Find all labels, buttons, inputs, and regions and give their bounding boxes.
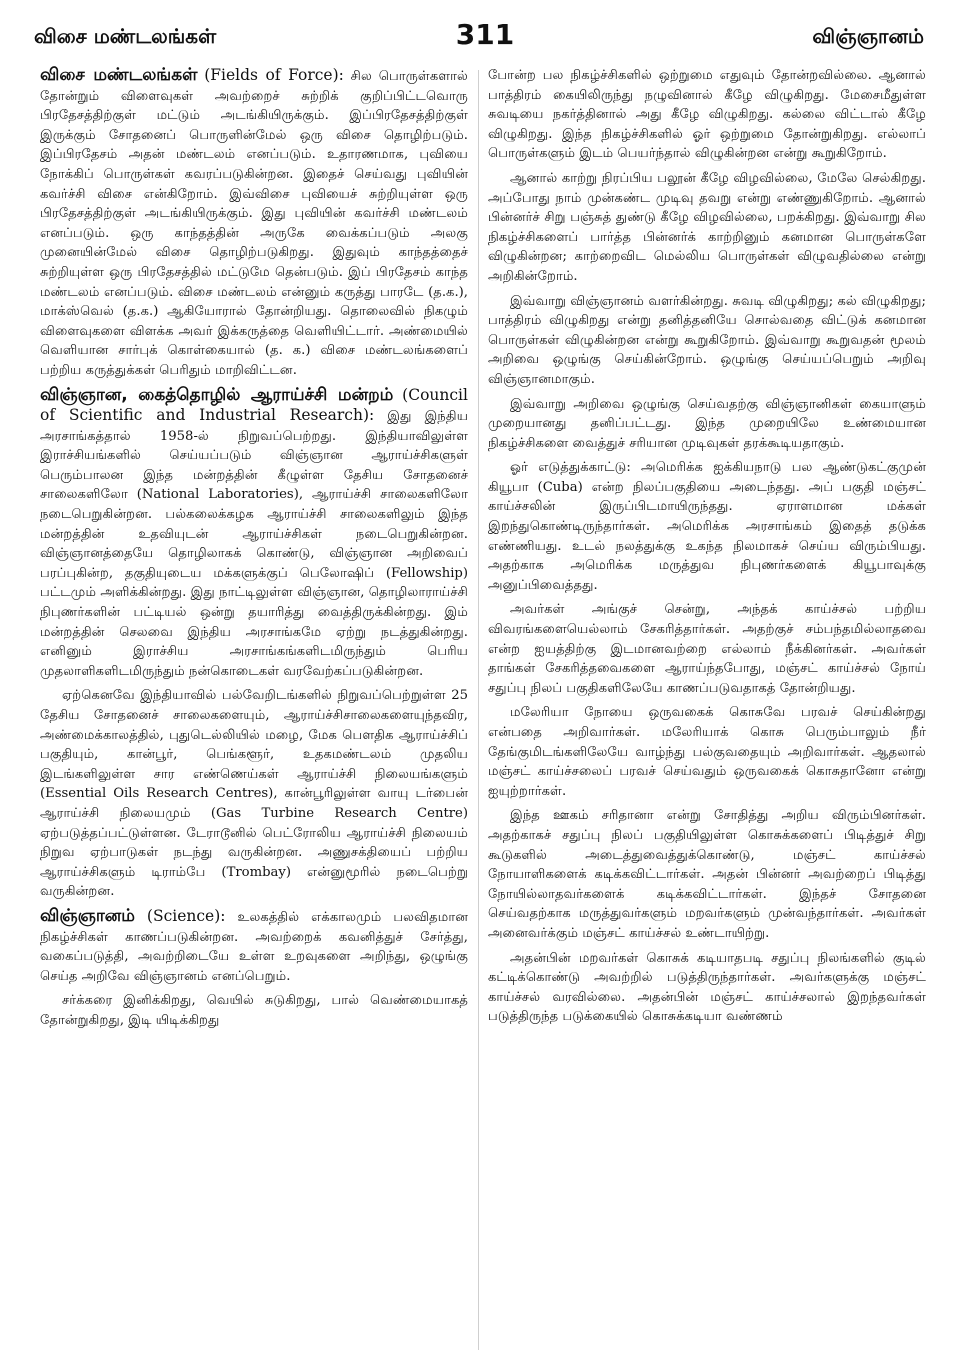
paragraph: ஏற்கெனவே இந்தியாவில் பல்வேறிடங்களில் நிறுவப்பெற்றுள்ள 25 தேசிய சோதனைச் சாலைகளையும், ஆராய்ச்சிசாலைகளையுந்தவிர, அண்மைக்காலத்தில், புதுடெல்லியில் மழை, மேக பௌதிக ஆராய்ச்சிப் பகுதியும், கான்பூர், பெங்களூர், உதகமண்டலம் முதலிய இடங்களிலுள்ள சார எண்ணெய்கள் ஆராய்ச்சி நிலையங்களும் (Essential Oils Research Centres), கான்பூரிலுள்ள வாயு டர்பைன் ஆராய்ச்சி நிலையமும் (Gas Turbine Research Centre) ஏற்படுத்தப்பட்டுள்ளன. டேராடூனில் பெட்ரோலிய ஆராய்ச்சி நிலையம் நிறுவ ஏற்பாடுகள் நடந்து வருகின்றன. அணுசக்தியைப் பற்றிய ஆராய்ச்சிகளும் டிராம்பே (Trombay) என்னுமூரில் நடைபெற்று வருகின்றன. bbox=[40, 688, 468, 900]
left-column bbox=[40, 66, 468, 1354]
entry-term: விஞ்ஞானம் bbox=[40, 905, 135, 926]
entry-council-scientific-industrial-research bbox=[40, 386, 468, 682]
column-divider bbox=[478, 70, 479, 1350]
entry-term: விசை மண்டலங்கள் bbox=[40, 66, 198, 85]
entry-term-english: (Fields of Force): bbox=[204, 66, 344, 84]
entry-term-english: (Council of Scientific and Industrial Research): bbox=[40, 385, 468, 425]
paragraph: இவ்வாறு அறிவை ஒழுங்கு செய்வதற்கு விஞ்ஞானிகள் கையாளும் முறையானது தனிப்பட்டது. இந்த முறையிலே உண்மையான நிகழ்ச்சிகளை வைத்துச் சரியான முடிவுகள் தரக்கூடியதாகும். bbox=[488, 396, 926, 451]
paragraph: சர்க்கரை இனிக்கிறது, வெயில் சுடுகிறது, பால் வெண்மையாகத் தோன்றுகிறது, இடி யிடிக்கிறது bbox=[40, 993, 468, 1028]
entry-term-english: (Science): bbox=[146, 906, 226, 925]
paragraph: அதன்பின் மறவர்கள் கொசுக் கடியாதபடி சதுப்பு நிலங்களில் குடில் கட்டிக்கொண்டு அவற்றில் படுத்திருந்தார்கள். அவர்களுக்கு மஞ்சட் காய்ச்சல் வரவில்லை. அதன்பின் மஞ்சட் காய்ச்சலால் இறந்தவர்கள் படுத்திருந்த படுக்கையில் கொசுக்கடியா வண்ணம் bbox=[488, 950, 926, 1025]
paragraph: போன்ற பல நிகழ்ச்சிகளில் ஒற்றுமை எதுவும் தோன்றவில்லை. ஆனால் பாத்திரம் கையிலிருந்து நழுவினால் கீழே விழுகிறது. மேசைமீதுள்ள சுவடியை நகர்த்தினால் அது கீழே விழுகிறது. கல்லை விட்டால் கீழே விழுகிறது. இந்த நிகழ்ச்சிகளில் ஓர் ஒற்றுமை தோன்றுகிறது. எல்லாப் பொருள்களும் இடம் பெயர்ந்தால் விழுகின்றன என்று கூறுகிறோம். bbox=[488, 68, 926, 162]
paragraph: ஆனால் காற்று நிரப்பிய பலூன் கீழே விழவில்லை, மேலே செல்கிறது. அப்போது நாம் முன்கண்ட முடிவு தவறு என்று எண்ணுகிறோம். ஆனால் பின்னர்ச் சிறு பஞ்சுத் துண்டு கீழே விழவில்லை, பறக்கிறது. இவ்வாறு சில நிகழ்ச்சிகளைப் பார்த்த பின்னர்க் காற்றினும் கனமான பொருள்களே விழுகின்றன; காற்றைவிட மெல்லிய பொருள்கள் விழுவதில்லை என்று அறிகின்றோம். bbox=[488, 170, 926, 284]
page-header bbox=[0, 18, 962, 58]
paragraph: இந்த ஊகம் சரிதானா என்று சோதித்து அறிய விரும்பினர்கள். அதற்காகச் சதுப்பு நிலப் பகுதியிலுள்ள கொசுக்களைப் பிடித்துச் சிறு கூடுகளில் அடைத்துவைத்துக்கொண்டு, மஞ்சட் காய்ச்சல் நோயாளிகளைக் கடிக்கவிட்டார்கள். அதன் பின்னர் அவற்றைப் பிடித்து நோயில்லாதவர்களைக் கடிக்கவிட்டார்கள். இந்தச் சோதனை செய்வதற்காக மருத்துவர்களும் மறவர்களும் முன்வந்தார்கள். அவர்கள் அனைவர்க்கும் மஞ்சட் காய்ச்சல் உண்டாயிற்று. bbox=[488, 808, 926, 941]
entry-text: இது இந்திய அரசாங்கத்தால் 1958-ல் நிறுவப்பெற்றது. இந்தியாவிலுள்ள இராச்சியங்களில் செய்யப்படும் விஞ்ஞான ஆராய்ச்சிகளுள் பெரும்பாலன இந்த மன்றத்தின் கீழுள்ள தேசிய சோதனைச் சாலைகளிலோ (National Laboratories), ஆராய்ச்சி சாலைகளிலோ நடைபெறுகின்றன. பல்கலைக்கழக ஆராய்ச்சி சாலைகளிலும் இந்த மன்றத்தின் உதவியுடன் ஆராய்ச்சிகள் நடைபெறுகின்றன. விஞ்ஞானத்தையே தொழிலாகக் கொண்டு, விஞ்ஞான அறிவைப் பரப்புகின்ற, தகுதியுடைய மக்களுக்குப் பெலோஷிப் (Fellowship) பட்டமும் அளிக்கின்றது. இது நாட்டிலுள்ள விஞ்ஞான, தொழிலாராய்ச்சி நிபுணர்களின் பட்டியல் ஒன்று தயாரித்து வைத்திருக்கின்றது. இம் மன்றத்தின் செலவை இந்திய அரசாங்கமே ஏற்று நடத்துகின்றது. எனினும் இராச்சிய அரசாங்கங்களிடமிருந்தும் பெரிய முதலாளிகளிடமிருந்தும் நன்கொடைகள் வரவேற்கப்படுகின்றன. bbox=[40, 409, 468, 679]
paragraph: அவர்கள் அங்குச் சென்று, அந்தக் காய்ச்சல் பற்றிய விவரங்களையெல்லாம் சேகரித்தார்கள். அதற்குச் சம்பந்தமில்லாதவை என்ற ஐயத்திற்கு இடமானவற்றை எல்லாம் நீக்கினர்கள். அவர்கள் தாங்கள் சேகரித்தவைகளை ஆராய்ந்தபோது, மஞ்சட் காய்ச்சல் நோய் சதுப்பு நிலப் பகுதிகளிலேயே காணப்படுவதாகத் தோன்றியது. bbox=[488, 602, 926, 696]
page-number: 311 bbox=[455, 18, 515, 51]
entry-term: விஞ்ஞான, கைத்தொழில் ஆராய்ச்சி மன்றம் bbox=[40, 384, 394, 405]
entry-fields-of-force bbox=[40, 66, 468, 381]
paragraph: மலேரியா நோயை ஒருவகைக் கொசுவே பரவச் செய்கின்றது என்பதை அறிவார்கள். மலேரியாக் கொசு பெரும்பாலும் நீர் தேங்குமிடங்களிலேயே வாழ்ந்து பல்குவதையும் அறிவார்கள். ஆதலால் மஞ்சட் காய்ச்சலைப் பரவச் செய்வதும் ஒருவகைக் கொசுதானோ என்று ஐயுற்றார்கள். bbox=[488, 705, 926, 799]
paragraph: இவ்வாறு விஞ்ஞானம் வளர்கின்றது. சுவடி விழுகிறது; கல் விழுகிறது; பாத்திரம் விழுகிறது என்று தனித்தனியே சொல்வதை விட்டுக் கனமான பொருள்கள் விழுகின்றன என்று கூறுகிறோம். இவ்வாறு கூறுவதன் மூலம் அறிவை ஒழுங்கு செய்கின்றோம். ஒழுங்கு செய்யப்பெறும் அறிவு விஞ்ஞானமாகும். bbox=[488, 293, 926, 387]
right-column bbox=[488, 66, 926, 1354]
header-left-guide-word: விசை மண்டலங்கள் bbox=[34, 24, 217, 48]
entry-text: உலகத்தில் எக்காலமும் பலவிதமான நிகழ்ச்சிகள் காணப்படுகின்றன. அவற்றைக் கவனித்துச் சேர்த்து, வகைப்படுத்தி, அவற்றிடையே உள்ள உறவுகளை அறிந்து, ஒழுங்கு செய்த அறிவே விஞ்ஞானம் எனப்பெறும். bbox=[40, 909, 468, 984]
paragraph: ஓர் எடுத்துக்காட்டு: அமெரிக்க ஐக்கியநாடு பல ஆண்டுகட்குமுன் கியூபா (Cuba) என்ற நிலப்பகுதியை அடைந்தது. அப் பகுதி மஞ்சட் காய்ச்சலின் இருப்பிடமாயிருந்தது. ஏராளமான மக்கள் இறந்துகொண்டிருந்தார்கள். அமெரிக்க அரசாங்கம் இதைத் தடுக்க எண்ணியது. உடல் நலத்துக்கு உகந்த நிலமாகச் செய்ய விரும்பியது. அதற்காக அமெரிக்க மருத்துவ நிபுணர்களைக் கியூபாவுக்கு அனுப்பிவைத்தது. bbox=[488, 460, 926, 593]
header-right-guide-word: விஞ்ஞானம் bbox=[812, 24, 924, 48]
entry-science bbox=[40, 907, 468, 986]
entry-text: சில பொருள்களால் தோன்றும் விளைவுகள் அவற்றைச் சுற்றிக் குறிப்பிட்டவொரு பிரதேசத்திற்குள் மட்டும் அடங்கியிருக்கும். இப்பிரதேசத்திற்குள் இருக்கும் சோதனைப் பொருளின்மேல் ஒரு விசை தொழிற்படும். இப்பிரதேசம் அதன் மண்டலம் எனப்படும். உதாரணமாக, புவியை நோக்கிப் பொருள்கள் கவரப்படுகின்றன. இதைச் செய்வது புவியின் கவர்ச்சி விசை என்கிறோம். இவ்விசை புவியைச் சுற்றியுள்ள ஒரு பிரதேசத்திற்குள் அடங்கியிருக்கும். இது புவியின் கவர்ச்சி மண்டலம் எனப்படும். ஒரு காந்தத்தின் அருகே வைக்கப்படும் அலகு முனையின்மேல் விசை தொழிற்படுகிறது. இதுவும் காந்தத்தைச் சுற்றியுள்ள ஒரு பிரதேசத்தில் மட்டுமே தென்படும். இப் பிரதேசம் காந்த மண்டலம் எனப்படும். விசை மண்டலம் என்னும் கருத்து பாரடே (த.க.), மாக்ஸ்வெல் (த.க.) ஆகியோரால் தோன்றியது. தொலைவில் நிகழும் விளைவுகளை விளக்க அவர் இக்கருத்தை வெளியிட்டார். அண்மையில் வெளியான சார்புக் கொள்கையால் (த. க.) விசை மண்டலங்களைப் பற்றிய கருத்துக்கள் பெரிதும் மாறிவிட்டன. bbox=[40, 69, 468, 378]
